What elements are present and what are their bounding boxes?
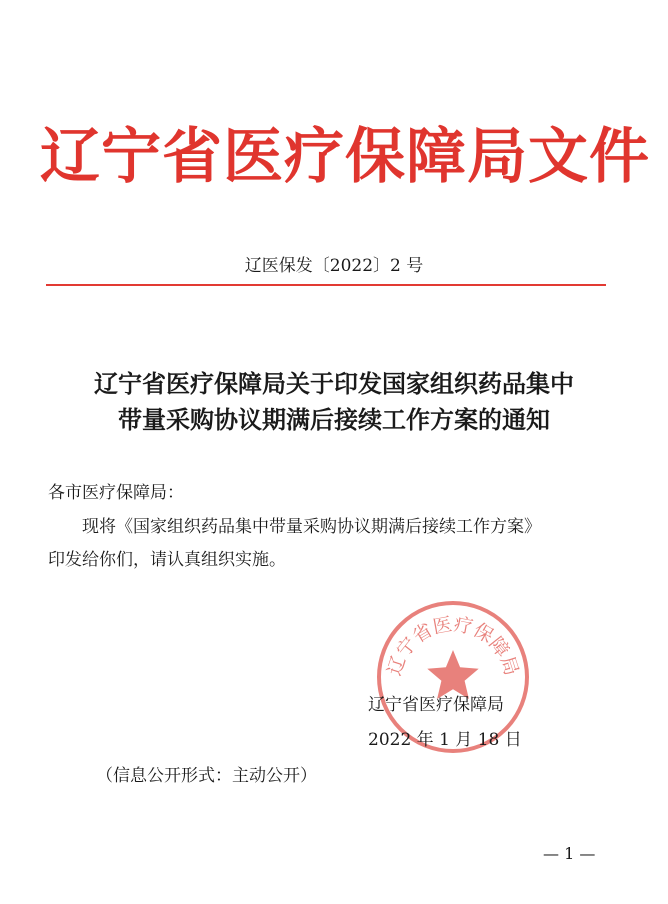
- signature-organization: 辽宁省医疗保障局: [368, 695, 504, 715]
- document-title-line-1: 辽宁省医疗保障局关于印发国家组织药品集中: [94, 369, 574, 398]
- red-divider-line: [46, 284, 606, 286]
- document-title-line-2: 带量采购协议期满后接续工作方案的通知: [118, 405, 550, 434]
- page-number: — 1 —: [543, 844, 596, 863]
- masthead-title: 辽宁省医疗保障局文件: [40, 122, 650, 192]
- document-number: 辽医保发〔2022〕2 号: [244, 256, 424, 276]
- seal-text: 辽宁省医疗保障局: [383, 613, 523, 679]
- body-paragraph-line-1: 现将《国家组织药品集中带量采购协议期满后接续工作方案》: [82, 517, 541, 537]
- salutation: 各市医疗保障局：: [48, 483, 184, 503]
- disclosure-type: （信息公开形式：主动公开）: [96, 766, 317, 786]
- seal-star-icon: [427, 650, 478, 699]
- signature-date: 2022 年 1 月 18 日: [368, 730, 522, 750]
- document-title: [30, 366, 638, 438]
- body-paragraph-line-2: 印发给你们，请认真组织实施。: [48, 550, 286, 570]
